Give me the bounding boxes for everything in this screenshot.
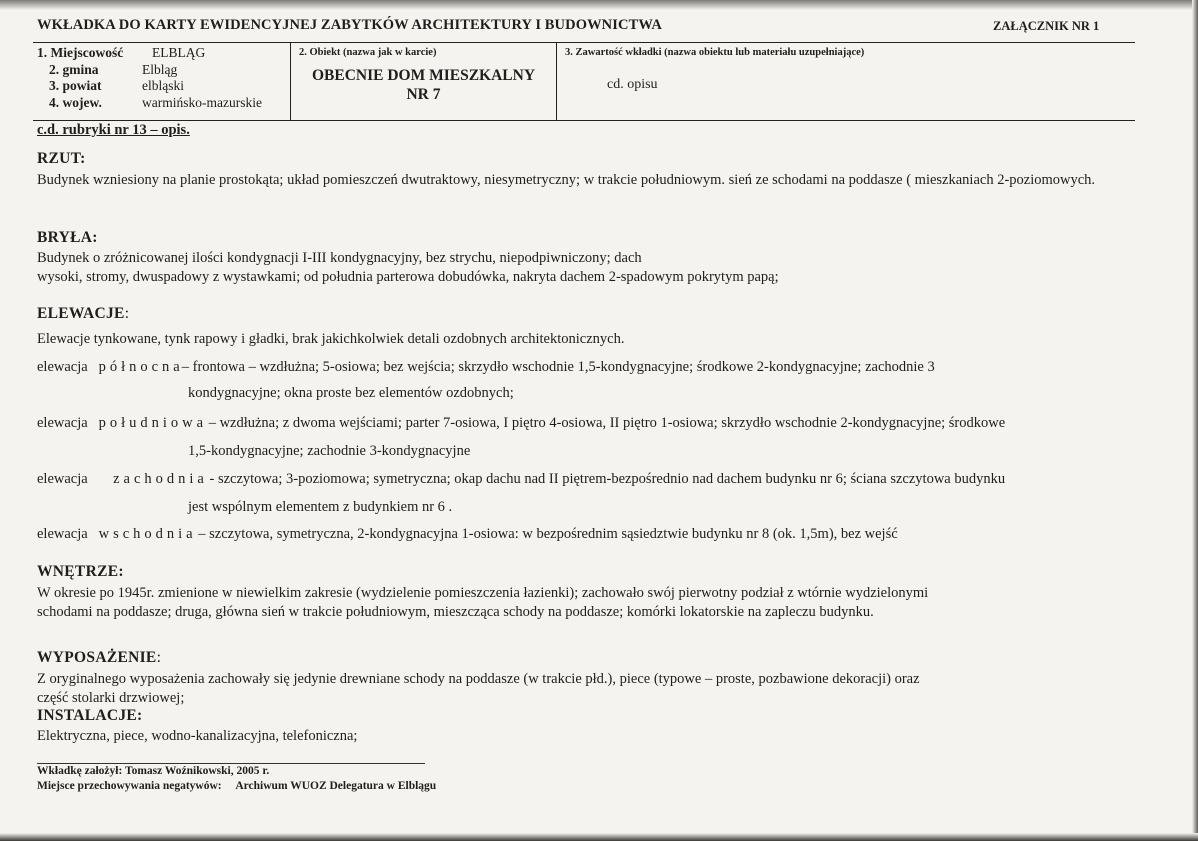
- contents-value: cd. opisu: [607, 77, 658, 92]
- miejscowosc-label: 1. Miejscowość: [37, 45, 124, 60]
- object-name: [290, 66, 557, 104]
- scan-edge-top: [0, 0, 1198, 10]
- instalacje-text: Elektryczna, piece, wodno-kanalizacyjna, telefoniczna;: [37, 728, 358, 744]
- rzut-heading: RZUT:: [37, 150, 86, 167]
- header-rule: [33, 42, 1135, 43]
- gmina-value: Elbląg: [142, 61, 178, 77]
- document-title: WKŁADKA DO KARTY EWIDENCYJNEJ ZABYTKÓW ARCHITEKTURY I BUDOWNICTWA: [37, 17, 662, 33]
- elewacja-poludniowa-line1: elewacja południowa – wzdłużna; z dwoma wejściami; parter 7-osiowa, I piętro 4-osiowa, II piętro 1-osiowa; skrzydło wschodnie 2-kondygnacyjne; środkowe: [37, 415, 1006, 431]
- footer-storage: Miejsce przechowywania negatywów: Archiwum WUOZ Delegatura w Elblągu: [37, 780, 437, 792]
- elewacja-polnocna-name: północna: [98, 359, 184, 375]
- elewacja-wschodnia-line1: elewacja wschodnia – szczytowa, symetryczna, 2-kondygnacyjna 1-osiowa: w bezpośrednim sąsiedztwie budynku nr 8 (ok. 1,5m), bez wejść: [37, 526, 898, 542]
- elewacje-intro: Elewacje tynkowane, tynk rapowy i gładki, brak jakichkolwiek detali ozdobnych architektonicznych.: [37, 331, 625, 347]
- object-name-line2: NR 7: [406, 86, 441, 103]
- wnetrze-line1: W okresie po 1945r. zmienione w niewielkim zakresie (wydzielenie pomieszczenia łazienki); zachowało swój pierwotny podział z wtórnie wydzielonymi: [37, 585, 929, 601]
- contents-heading: 3. Zawartość wkładki (nazwa obiektu lub materiału uzupełniające): [565, 47, 865, 58]
- wnetrze-heading: WNĘTRZE:: [37, 563, 124, 580]
- scan-edge-right: [1192, 0, 1198, 841]
- elewacje-heading: ELEWACJE:: [37, 305, 130, 322]
- elewacja-polnocna-line1: elewacja północna– frontowa – wzdłużna; 5-osiowa; bez wejścia; skrzydło wschodnie 1,5-kondygnacyjne; środkowe 2-kondygnacyjne; zachodnie 3: [37, 359, 935, 375]
- object-name-line1: OBECNIE DOM MIESZKALNY: [311, 67, 536, 84]
- elewacja-wschodnia-name: wschodnia: [98, 526, 197, 542]
- elewacja-zachodnia-line2: jest wspólnym elementem z budynkiem nr 6 .: [188, 499, 453, 515]
- bryla-line2: wysoki, stromy, dwuspadowy z wystawkami; od południa parterowa dobudówka, nakryta dachem 2-spadowym pokrytym papą;: [37, 269, 779, 285]
- elewacja-poludniowa-line2: 1,5-kondygnacyjne; zachodnie 3-kondygnacyjne: [188, 443, 471, 459]
- gmina-label: 2. gmina: [49, 61, 99, 77]
- elewacja-polnocna-line2: kondygnacyjne; okna proste bez elementów ozdobnych;: [188, 385, 514, 401]
- wyposazenie-line1: Z oryginalnego wyposażenia zachowały się jedynie drewniane schody na poddasze (w trakcie płd.), piece (typowe – proste, pozbawione dekoracji) oraz: [37, 671, 920, 687]
- elewacja-zachodnia-line1: elewacja zachodnia - szczytowa; 3-poziomowa; symetryczna; okap dachu nad II piętrem-bezpośrednio nad dachem budynku nr 6; ściana szczytowa budynku: [37, 471, 1006, 487]
- wojew-label: 4. wojew.: [49, 94, 102, 110]
- bryla-line1: Budynek o zróżnicowanej ilości kondygnacji I-III kondygnacyjny, bez strychu, niepodpiwniczony; dach: [37, 250, 642, 266]
- rzut-text: Budynek wzniesiony na planie prostokąta; układ pomieszczeń dwutraktowy, niesymetryczny; w trakcie południowym. sień ze schodami na poddasze ( mieszkaniach 2-poziomowych.: [37, 172, 1096, 188]
- miejscowosc-value: ELBLĄG: [152, 45, 206, 60]
- section-note: c.d. rubryki nr 13 – opis.: [37, 122, 190, 138]
- object-heading: 2. Obiekt (nazwa jak w karcie): [299, 47, 437, 58]
- scan-edge-bottom: [0, 833, 1198, 841]
- footer-author: Wkładkę założył: Tomasz Woźnikowski, 2005 r.: [37, 765, 270, 777]
- wojew-value: warmińsko-mazurskie: [142, 94, 262, 110]
- bryla-heading: BRYŁA:: [37, 229, 98, 246]
- powiat-value: elbląski: [142, 78, 184, 93]
- elewacja-poludniowa-name: południowa: [98, 415, 208, 431]
- wnetrze-line2: schodami na poddasze; druga, główna sień w trakcie południowym, mieszcząca schody na poddasze; komórki lokatorskie na zapleczu budynku.: [37, 604, 874, 620]
- powiat-label: 3. powiat: [49, 78, 102, 93]
- footer-rule: [37, 763, 425, 764]
- annex-number: ZAŁĄCZNIK NR 1: [993, 19, 1100, 33]
- wyposazenie-line2: część stolarki drzwiowej;: [37, 690, 185, 706]
- table-bottom-rule: [33, 120, 1135, 121]
- wyposazenie-heading: WYPOSAŻENIE:: [37, 649, 162, 666]
- elewacja-zachodnia-name: zachodnia: [113, 471, 208, 487]
- instalacje-heading: INSTALACJE:: [37, 707, 143, 724]
